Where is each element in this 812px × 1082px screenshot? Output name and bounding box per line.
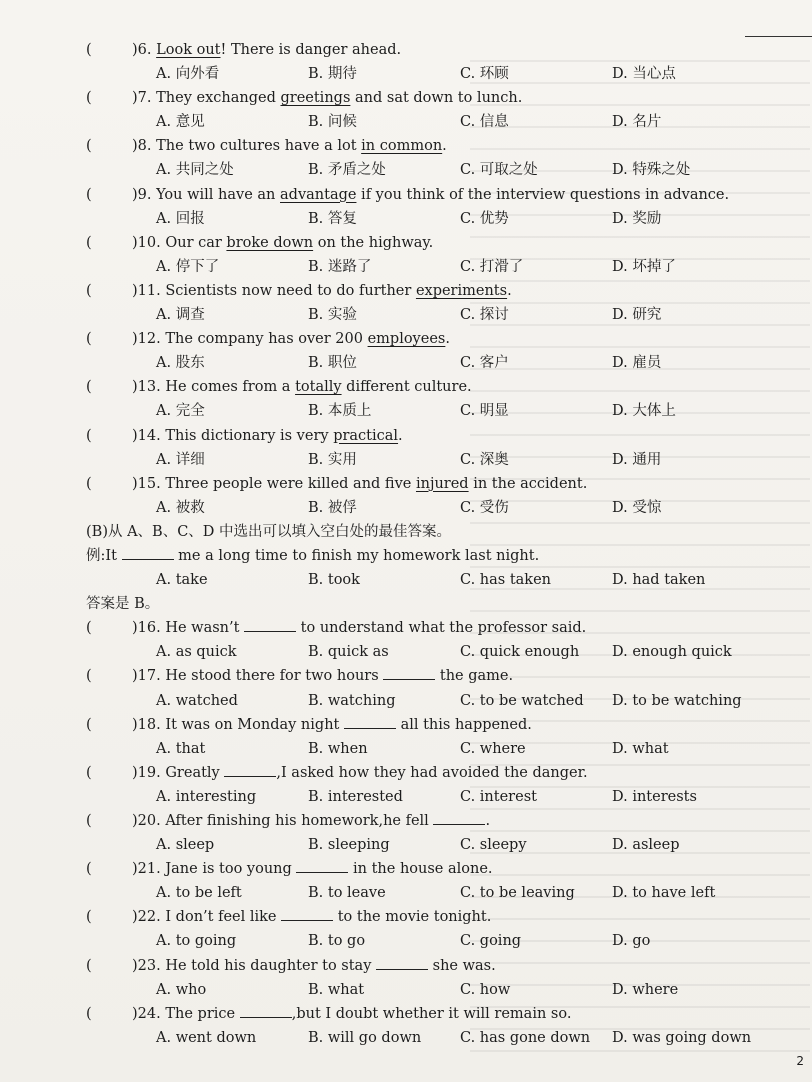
option-b[interactable]: B. to go	[308, 933, 366, 950]
stem-pre: . Greatly	[156, 764, 225, 781]
options-row	[86, 640, 746, 664]
option-d[interactable]: D. 特殊之处	[612, 162, 691, 179]
question-stem	[132, 664, 513, 688]
option-d[interactable]: D. was going down	[612, 1029, 752, 1046]
paren-open: (	[86, 716, 92, 733]
paren-close: )	[132, 42, 138, 58]
stem-pre: . He stood there for two hours	[156, 668, 384, 685]
answer-text: 答案是 B。	[86, 596, 160, 613]
stem-pre: . He comes from a	[156, 379, 296, 396]
stem-post: .	[445, 331, 450, 348]
option-a[interactable]: A. to be left	[156, 885, 242, 902]
paren-open: (	[86, 813, 92, 829]
example-question	[86, 544, 746, 568]
stem-post: ! There is danger ahead.	[220, 42, 402, 58]
answer-paren[interactable]	[86, 616, 92, 640]
question-row	[86, 809, 746, 833]
question-row	[86, 472, 746, 496]
question-row	[86, 38, 746, 62]
answer-paren[interactable]	[86, 713, 92, 737]
question-stem	[132, 809, 490, 833]
question-number: 14	[137, 427, 157, 444]
question-row	[86, 616, 746, 640]
option-c[interactable]: C. to be leaving	[460, 885, 575, 902]
option-d[interactable]: D. 名片	[612, 114, 662, 131]
underlined-term: practical	[333, 427, 399, 444]
paren-close: )	[132, 427, 138, 444]
answer-paren[interactable]	[86, 375, 92, 399]
question-number: 24	[137, 1005, 157, 1022]
underlined-term: greetings	[280, 90, 351, 107]
stem-post: the game.	[435, 668, 514, 685]
options-row	[86, 978, 746, 1002]
paren-open: (	[86, 909, 92, 926]
question-number: 6	[137, 42, 147, 58]
stem-post: ,I asked how they had avoided the danger.	[276, 764, 588, 781]
option-b[interactable]: B. when	[308, 740, 368, 757]
stem-post: .	[485, 813, 491, 829]
stem-pre: . Our car	[156, 234, 227, 251]
option-a[interactable]: A. that	[156, 740, 206, 757]
option-b[interactable]: B. sleeping	[308, 837, 390, 854]
option-b[interactable]: B. 职位	[308, 355, 357, 372]
question-row	[86, 134, 746, 158]
question-number: 9	[137, 186, 147, 203]
option-b[interactable]: B. 迷路了	[308, 258, 372, 275]
option-a[interactable]: A. 停下了	[156, 258, 220, 275]
option-c: C. has taken	[460, 572, 552, 589]
option-b[interactable]: B. interested	[308, 788, 403, 805]
stem-pre: . You will have an	[146, 186, 281, 203]
stem-pre: .	[146, 42, 157, 58]
option-d[interactable]: D. 当心点	[612, 66, 676, 83]
paren-open: (	[86, 282, 92, 299]
option-b[interactable]: B. will go down	[308, 1029, 422, 1046]
question-stem	[132, 183, 729, 207]
stem-post: in the accident.	[468, 475, 588, 492]
option-d[interactable]: D. to be watching	[612, 692, 742, 709]
section-b-instruction	[86, 520, 746, 544]
option-a[interactable]: A. 回报	[156, 210, 205, 227]
question-number: 17	[137, 668, 157, 685]
options-row	[86, 929, 746, 953]
question-number: 10	[137, 234, 157, 251]
paren-close: )	[132, 331, 138, 348]
option-d[interactable]: D. 研究	[612, 307, 662, 324]
option-d[interactable]: D. 雇员	[612, 355, 662, 372]
underlined-term: Look out	[156, 42, 221, 58]
option-c[interactable]: C. 深奥	[460, 451, 509, 468]
underlined-term: employees	[367, 331, 446, 348]
option-d[interactable]: D. 受惊	[612, 499, 662, 516]
paren-close: )	[132, 138, 138, 155]
example-answer	[86, 592, 746, 616]
underlined-term: totally	[295, 379, 342, 396]
question-list	[86, 38, 752, 1050]
option-c[interactable]: C. 可取之处	[460, 162, 538, 179]
section-a	[86, 38, 746, 520]
answer-paren[interactable]	[86, 231, 92, 255]
paren-open: (	[86, 379, 92, 396]
stem-post: .	[507, 282, 512, 299]
question-row	[86, 664, 746, 688]
options-row	[86, 399, 746, 423]
option-a[interactable]: A. 详细	[156, 451, 205, 468]
question-stem	[132, 905, 491, 929]
option-b[interactable]: B. 问候	[308, 114, 357, 131]
question-number: 15	[137, 475, 157, 492]
stem-post: in the house alone.	[348, 861, 493, 878]
option-c[interactable]: C. going	[460, 933, 522, 950]
option-a[interactable]: A. watched	[156, 692, 238, 709]
stem-post: to the movie tonight.	[333, 909, 492, 926]
question-number: 21	[137, 861, 157, 878]
section-b	[86, 616, 752, 1050]
question-stem	[132, 424, 403, 448]
option-b: B. took	[308, 572, 360, 589]
question-row	[86, 375, 746, 399]
paren-close: )	[132, 957, 138, 974]
blank	[281, 906, 333, 921]
answer-paren[interactable]	[86, 86, 92, 110]
option-a[interactable]: A. 意见	[156, 114, 205, 131]
stem-pre: . Three people were killed and five	[156, 475, 416, 492]
option-c[interactable]: C. 打滑了	[460, 258, 524, 275]
blank	[433, 810, 485, 825]
question-stem	[132, 1002, 571, 1026]
option-c[interactable]: C. to be watched	[460, 692, 584, 709]
option-c[interactable]: C. 受伤	[460, 499, 509, 516]
option-c[interactable]: C. has gone down	[460, 1029, 591, 1046]
paren-open: (	[86, 764, 92, 781]
paren-close: )	[132, 475, 138, 492]
question-number: 8	[137, 138, 147, 155]
question-number: 22	[137, 909, 157, 926]
options-row	[86, 207, 746, 231]
option-a[interactable]: A. 被救	[156, 499, 205, 516]
option-c[interactable]: C. where	[460, 740, 526, 757]
option-c[interactable]: C. interest	[460, 788, 537, 805]
option-d[interactable]: D. 大体上	[612, 403, 676, 420]
question-stem	[132, 231, 433, 255]
option-b[interactable]: B. 实用	[308, 451, 357, 468]
option-c[interactable]: C. how	[460, 981, 511, 998]
answer-paren[interactable]	[86, 424, 92, 448]
option-a[interactable]: A. 向外看	[156, 66, 220, 83]
blank	[383, 665, 435, 680]
question-stem	[132, 375, 472, 399]
stem-post: different culture.	[341, 379, 472, 396]
options-row	[86, 448, 746, 472]
stem-pre: . He wasn’t	[156, 620, 245, 637]
paren-open: (	[86, 331, 92, 348]
option-d[interactable]: D. 坏掉了	[612, 258, 676, 275]
question-number: 23	[137, 957, 157, 974]
paren-open: (	[86, 138, 92, 155]
question-number: 19	[137, 764, 157, 781]
options-row	[86, 881, 746, 905]
options-row	[86, 737, 746, 761]
question-number: 16	[137, 620, 157, 637]
option-c[interactable]: C. sleepy	[460, 837, 527, 854]
question-stem	[132, 616, 586, 640]
stem-pre: . Jane is too young	[156, 861, 297, 878]
option-a[interactable]: A. who	[156, 981, 207, 998]
option-b[interactable]: B. watching	[308, 692, 396, 709]
option-d: D. had taken	[612, 572, 706, 589]
paren-open: (	[86, 861, 92, 878]
paren-close: )	[132, 909, 138, 926]
question-stem	[132, 279, 512, 303]
stem-post: and sat down to lunch.	[350, 90, 523, 107]
option-a[interactable]: A. 股东	[156, 355, 205, 372]
option-a[interactable]: A. 完全	[156, 403, 205, 420]
paren-close: )	[132, 90, 138, 107]
stem-pre: . They exchanged	[146, 90, 281, 107]
question-number: 18	[137, 716, 157, 733]
blank	[122, 545, 174, 560]
answer-paren[interactable]	[86, 38, 92, 62]
question-row	[86, 954, 746, 978]
page-number: 2	[796, 1054, 804, 1068]
option-a[interactable]: A. 调查	[156, 307, 205, 324]
option-b[interactable]: B. 答复	[308, 210, 357, 227]
option-c[interactable]: C. 信息	[460, 114, 509, 131]
option-b[interactable]: B. 矛盾之处	[308, 162, 386, 179]
blank	[296, 858, 348, 873]
option-c[interactable]: C. 客户	[460, 355, 509, 372]
answer-paren[interactable]	[86, 1002, 92, 1026]
question-stem	[132, 857, 493, 881]
option-d[interactable]: D. asleep	[612, 837, 680, 854]
option-b[interactable]: B. what	[308, 981, 365, 998]
option-a[interactable]: A. sleep	[156, 837, 215, 854]
answer-paren[interactable]	[86, 134, 92, 158]
option-a: A. take	[156, 572, 208, 589]
stem-pre: . This dictionary is very	[156, 427, 334, 444]
answer-paren[interactable]	[86, 954, 92, 978]
answer-paren[interactable]	[86, 905, 92, 929]
stem-pre: . The company has over 200	[156, 331, 368, 348]
option-b[interactable]: B. quick as	[308, 644, 389, 661]
paren-open: (	[86, 234, 92, 251]
question-number: 11	[137, 282, 157, 299]
paren-close: )	[132, 716, 138, 733]
stem-post: all this happened.	[395, 716, 532, 733]
underlined-term: experiments	[415, 282, 508, 299]
stem-post: on the highway.	[313, 234, 434, 251]
answer-paren[interactable]	[86, 809, 92, 833]
paren-close: )	[132, 813, 138, 829]
paren-open: (	[86, 620, 92, 637]
option-a[interactable]: A. went down	[156, 1029, 257, 1046]
paren-open: (	[86, 42, 92, 58]
stem-post: she was.	[428, 957, 496, 974]
blank	[376, 955, 428, 970]
header-rule	[745, 36, 812, 37]
example-stem: 例:It me a long time to finish my homework last night.	[86, 544, 539, 568]
paren-open: (	[86, 90, 92, 107]
paren-open: (	[86, 1005, 92, 1022]
option-d[interactable]: D. enough quick	[612, 644, 732, 661]
paren-close: )	[132, 764, 138, 781]
option-c[interactable]: C. 环顾	[460, 66, 509, 83]
underlined-term: in common	[361, 138, 443, 155]
stem-pre: . The two cultures have a lot	[146, 138, 362, 155]
option-d[interactable]: D. where	[612, 981, 679, 998]
blank	[344, 714, 396, 729]
option-d[interactable]: D. what	[612, 740, 669, 757]
stem-post: to understand what the professor said.	[296, 620, 587, 637]
question-number: 7	[137, 90, 147, 107]
stem-post: if you think of the interview questions in advance.	[356, 186, 730, 203]
option-b[interactable]: B. to leave	[308, 885, 386, 902]
answer-paren[interactable]	[86, 857, 92, 881]
answer-paren[interactable]	[86, 472, 92, 496]
stem-post: .	[398, 427, 403, 444]
options-row	[86, 255, 746, 279]
stem-pre: . The price	[156, 1005, 240, 1022]
option-b[interactable]: B. 被俘	[308, 499, 357, 516]
paren-open: (	[86, 186, 92, 203]
question-row	[86, 857, 746, 881]
stem-pre: . After finishing his homework,he fell	[156, 813, 434, 829]
question-row	[86, 86, 746, 110]
option-b[interactable]: B. 实验	[308, 307, 357, 324]
option-c[interactable]: C. 探讨	[460, 307, 509, 324]
underlined-term: broke down	[226, 234, 314, 251]
paren-open: (	[86, 668, 92, 685]
stem-pre: . I don’t feel like	[156, 909, 282, 926]
options-row	[86, 62, 746, 86]
option-a[interactable]: A. interesting	[156, 788, 257, 805]
question-row	[86, 905, 746, 929]
question-row	[86, 713, 746, 737]
options-row	[86, 158, 746, 182]
paren-close: )	[132, 282, 138, 299]
options-row	[86, 110, 746, 134]
option-d[interactable]: D. 奖励	[612, 210, 662, 227]
stem-post: ,but I doubt whether it will remain so.	[291, 1005, 572, 1022]
stem-post: .	[442, 138, 447, 155]
question-stem	[132, 327, 450, 351]
question-stem	[132, 134, 447, 158]
paren-close: )	[132, 668, 138, 685]
blank	[240, 1003, 292, 1018]
option-d[interactable]: D. interests	[612, 788, 697, 805]
paren-open: (	[86, 475, 92, 492]
answer-paren[interactable]	[86, 761, 92, 785]
blank	[244, 617, 296, 632]
answer-paren[interactable]	[86, 279, 92, 303]
options-row	[86, 496, 746, 520]
option-c[interactable]: C. quick enough	[460, 644, 580, 661]
question-stem	[132, 38, 401, 62]
paren-open: (	[86, 957, 92, 974]
question-row	[86, 279, 746, 303]
question-number: 12	[137, 331, 157, 348]
paren-close: )	[132, 620, 138, 637]
options-row	[86, 689, 746, 713]
question-row	[86, 424, 746, 448]
section-b-title: (B)从 A、B、C、D 中选出可以填入空白处的最佳答案。	[86, 523, 452, 540]
paren-close: )	[132, 186, 138, 203]
option-d[interactable]: D. go	[612, 933, 651, 950]
paren-open: (	[86, 427, 92, 444]
question-row	[86, 183, 746, 207]
question-number: 20	[137, 813, 157, 829]
paren-close: )	[132, 1005, 138, 1022]
answer-paren[interactable]	[86, 664, 92, 688]
question-stem	[132, 472, 587, 496]
question-stem	[132, 954, 496, 978]
options-row	[86, 785, 746, 809]
stem-pre: . Scientists now need to do further	[156, 282, 416, 299]
question-stem	[132, 86, 522, 110]
options-row	[86, 1026, 752, 1050]
options-row	[86, 351, 746, 375]
option-c[interactable]: C. 优势	[460, 210, 509, 227]
underlined-term: advantage	[280, 186, 357, 203]
example-options	[86, 568, 746, 592]
question-row	[86, 231, 746, 255]
stem-pre: . It was on Monday night	[156, 716, 344, 733]
question-number: 13	[137, 379, 157, 396]
answer-paren[interactable]	[86, 327, 92, 351]
underlined-term: injured	[415, 475, 469, 492]
option-d[interactable]: D. 通用	[612, 451, 662, 468]
question-row	[86, 761, 746, 785]
option-b[interactable]: B. 期待	[308, 66, 357, 83]
option-d[interactable]: D. to have left	[612, 885, 716, 902]
option-c[interactable]: C. 明显	[460, 403, 509, 420]
option-a[interactable]: A. 共同之处	[156, 162, 234, 179]
stem-pre: . He told his daughter to stay	[156, 957, 377, 974]
options-row	[86, 303, 746, 327]
option-a[interactable]: A. to going	[156, 933, 237, 950]
question-row	[86, 327, 746, 351]
paren-close: )	[132, 379, 138, 396]
question-stem	[132, 713, 532, 737]
question-row	[86, 1002, 746, 1026]
paren-close: )	[132, 861, 138, 878]
option-b[interactable]: B. 本质上	[308, 403, 372, 420]
blank	[224, 762, 276, 777]
option-a[interactable]: A. as quick	[156, 644, 237, 661]
answer-paren[interactable]	[86, 183, 92, 207]
paren-close: )	[132, 234, 138, 251]
question-stem	[132, 761, 588, 785]
options-row	[86, 833, 746, 857]
